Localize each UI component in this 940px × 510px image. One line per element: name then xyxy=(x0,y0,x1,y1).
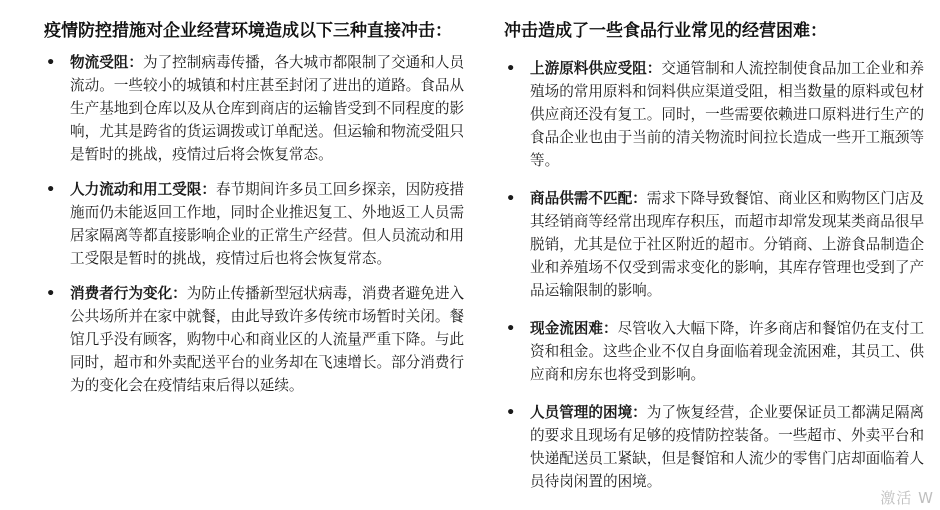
item-term: 商品供需不匹配： xyxy=(530,190,647,207)
list-item xyxy=(504,187,936,302)
list-item xyxy=(44,51,474,166)
list-item xyxy=(504,401,936,493)
bullet-icon: • xyxy=(46,285,56,302)
activation-watermark: 激活 W xyxy=(880,489,934,507)
left-heading: 疫情防控措施对企业经营环境造成以下三种直接冲击： xyxy=(44,21,452,41)
right-heading: 冲击造成了一些食品行业常见的经营困难： xyxy=(504,21,827,41)
item-term: 人力流动和用工受限： xyxy=(70,181,216,198)
list-item xyxy=(44,282,474,397)
item-term: 人员管理的困境： xyxy=(530,404,647,421)
item-text: 为防止传播新型冠状病毒，消费者避免进入公共场所并在家中就餐，由此导致许多传统市场暂时关闭。餐馆几乎没有顾客，购物中心和商业区的人流量严重下降。与此同时，超市和外卖配送平台的业务却在飞速增长。部分消费行为的变化会在疫情结束后得以延续。 xyxy=(70,285,465,394)
bullet-icon: • xyxy=(506,404,516,421)
item-text: 尽管收入大幅下降，许多商店和餐馆仍在支付工资和租金。这些企业不仅自身面临着现金流困难，其员工、供应商和房东也将受到影响。 xyxy=(530,320,925,383)
right-bullet-list xyxy=(504,57,936,493)
left-bullet-list xyxy=(44,51,474,397)
left-column xyxy=(44,18,474,409)
item-term: 物流受阻： xyxy=(70,54,143,71)
item-term: 消费者行为变化： xyxy=(70,285,187,302)
bullet-icon: • xyxy=(46,54,56,71)
item-text: 需求下降导致餐馆、商业区和购物区门店及其经销商等经常出现库存积压，而超市却常发现某类商品很早脱销，尤其是位于社区附近的超市。分销商、上游食品制造企业和养殖场不仅受到需求变化的影响，其库存管理也受到了产品运输限制的影响。 xyxy=(530,190,925,299)
item-term: 上游原料供应受阻： xyxy=(530,60,662,77)
bullet-icon: • xyxy=(46,181,56,198)
item-text: 交通管制和人流控制使食品加工企业和养殖场的常用原料和饲料供应渠道受阻，相当数量的原料或包材供应商还没有复工。同时，一些需要依赖进口原料进行生产的食品企业也由于当前的清关物流时间拉长造成一些开工瓶颈等等。 xyxy=(530,60,925,169)
item-text: 春节期间许多员工回乡探亲，因防疫措施而仍未能返回工作地，同时企业推迟复工、外地返工人员需居家隔离等都直接影响企业的正常生产经营。但人员流动和用工受限是暂时的挑战，疫情过后也将会恢复常态。 xyxy=(70,181,465,267)
bullet-icon: • xyxy=(506,320,516,337)
right-column xyxy=(504,18,936,508)
item-text: 为了控制病毒传播，各大城市都限制了交通和人员流动。一些较小的城镇和村庄甚至封闭了进出的道路。食品从生产基地到仓库以及从仓库到商店的运输皆受到不同程度的影响，尤其是跨省的货运调拨或订单配送。但运输和物流受阻只是暂时的挑战，疫情过后将会恢复常态。 xyxy=(70,54,465,163)
list-item xyxy=(504,57,936,172)
bullet-icon: • xyxy=(506,190,516,207)
item-term: 现金流困难： xyxy=(530,320,618,337)
list-item xyxy=(44,178,474,270)
bullet-icon: • xyxy=(506,60,516,77)
list-item xyxy=(504,317,936,386)
item-text: 为了恢复经营，企业要保证员工都满足隔离的要求且现场有足够的疫情防控装备。一些超市、外卖平台和快递配送员工紧缺，但是餐馆和人流少的零售门店却面临着人员待岗闲置的困境。 xyxy=(530,404,925,490)
